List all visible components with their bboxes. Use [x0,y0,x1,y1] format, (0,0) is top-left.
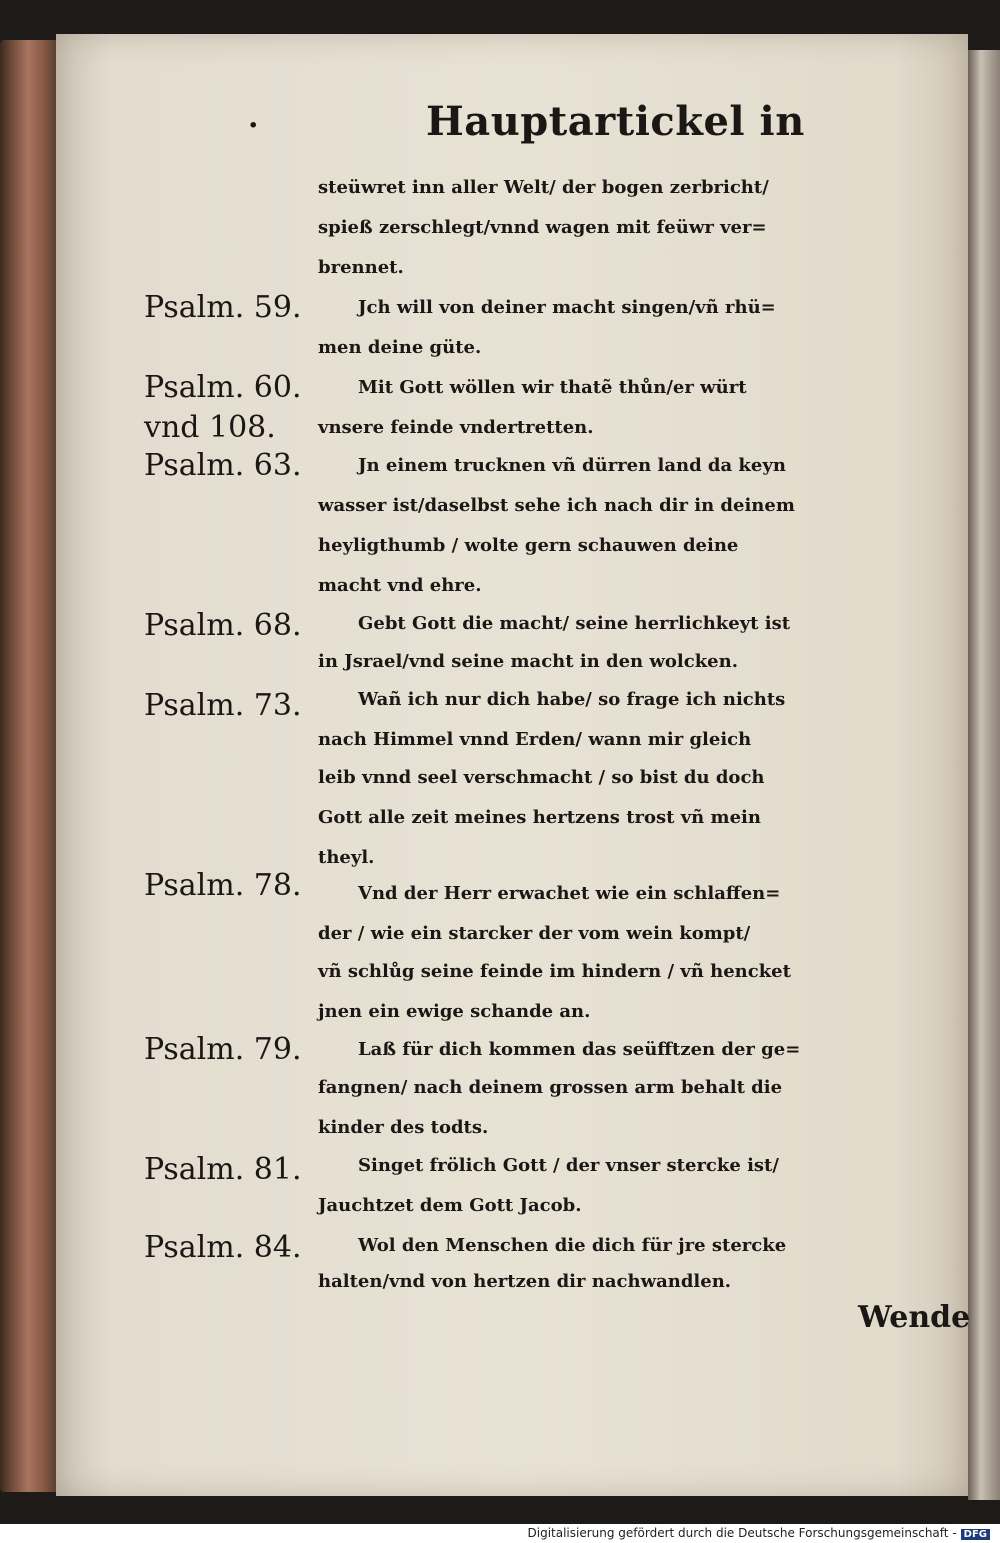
text-line: men deine güte. [318,337,482,358]
text-line: steüwret inn aller Welt/ der bogen zerbricht/ [318,177,769,198]
text-line: in Jsrael/vnd seine macht in den wolcken. [318,651,738,672]
text-line: vnsere feinde vndertretten. [318,417,594,438]
text-line: wasser ist/daselbst sehe ich nach dir in deinem [318,495,795,516]
text-line: kinder des todts. [318,1117,489,1138]
book-binding [0,40,56,1492]
text-line: nach Himmel vnnd Erden/ wann mir gleich [318,729,752,750]
text-line: vñ schlůg seine feinde im hindern / vñ hencket [318,961,791,982]
catchword: Wende [858,1300,971,1335]
text-line: Jch will von deiner macht singen/vñ rhü= [358,297,776,318]
text-line: Mit Gott wöllen wir thatẽ thůn/er würt [358,377,747,398]
text-line: Wol den Menschen die dich für jre stercke [358,1235,787,1256]
margin-reference: Psalm. 84. [144,1230,302,1265]
text-line: brennet. [318,257,404,278]
margin-reference: Psalm. 68. [144,608,302,643]
margin-reference: Psalm. 78. [144,868,302,903]
text-line: Gebt Gott die macht/ seine herrlichkeyt ist [358,613,791,634]
text-line: halten/vnd von hertzen dir nachwandlen. [318,1271,732,1292]
margin-reference: Psalm. 59. [144,290,302,325]
dfg-logo[interactable]: DFG [961,1529,990,1540]
text-line: Gott alle zeit meines hertzens trost vñ mein [318,807,761,828]
running-head: Hauptartickel in [426,98,805,145]
margin-reference: Psalm. 81. [144,1152,302,1187]
margin-reference: Psalm. 63. [144,448,302,483]
text-line: spieß zerschlegt/vnnd wagen mit feüwr ver= [318,217,767,238]
text-line: macht vnd ehre. [318,575,482,596]
text-line: Jn einem trucknen vñ dürren land da keyn [358,455,786,476]
text-line: Vnd der Herr erwachet wie ein schlaffen= [358,883,781,904]
text-line: leib vnnd seel verschmacht / so bist du doch [318,767,765,788]
page-edge [968,50,1000,1500]
text-line: jnen ein ewige schande an. [318,1001,591,1022]
text-line: Wañ ich nur dich habe/ so frage ich nichts [358,689,786,710]
digitization-footer [0,1526,990,1543]
text-line: der / wie ein starcker der vom wein kompt/ [318,923,751,944]
running-head-mark: · [248,108,259,143]
text-line: Jauchtzet dem Gott Jacob. [318,1195,582,1216]
margin-reference: Psalm. 73. [144,688,302,723]
margin-reference: Psalm. 79. [144,1032,302,1067]
text-line: fangnen/ nach deinem grossen arm behalt die [318,1077,783,1098]
footer-text: Digitalisierung gefördert durch die Deutsche Forschungsgemeinschaft - [527,1526,957,1540]
margin-reference: Psalm. 60. [144,370,302,405]
text-line: theyl. [318,847,375,868]
text-line: Laß für dich kommen das seüfftzen der ge= [358,1039,801,1060]
text-line: Singet frölich Gott / der vnser stercke ist/ [358,1155,779,1176]
text-line: heyligthumb / wolte gern schauwen deine [318,535,739,556]
margin-reference-secondary: vnd 108. [144,410,276,445]
